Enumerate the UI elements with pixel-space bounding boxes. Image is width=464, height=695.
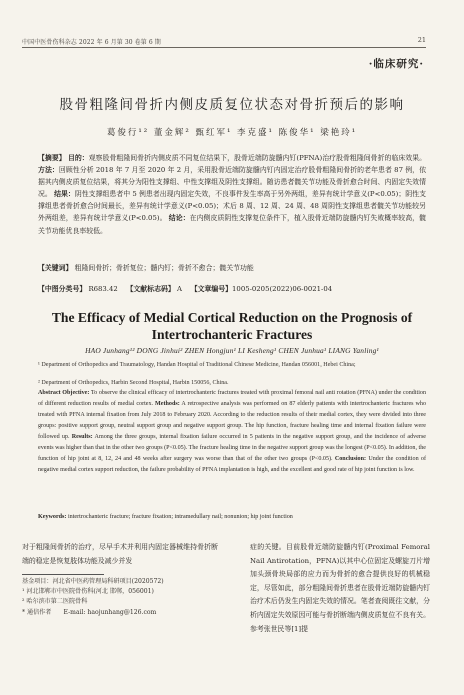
page-number: 21	[417, 36, 426, 44]
methods-en-label: Methods:	[155, 401, 180, 408]
footnote-rule	[22, 574, 104, 575]
doc-code-label: 【文献标志码】	[126, 285, 175, 293]
title-english: The Efficacy of Medial Cortical Reduction on the Prognosis of Intertrochanteric Fractures	[51, 310, 413, 342]
methods-label: 方法：	[38, 166, 59, 175]
conclusion-label: 结论：	[168, 214, 190, 223]
body-column-left: 对于粗隆间骨折的治疗，尽早手术并利用内固定器械维持骨折断端的稳定是恢复肢体功能及减少并发	[22, 543, 218, 565]
footnote-corresponding-author: * 通信作者 E-mail: haojunhang@126.com	[22, 608, 157, 616]
keywords-en-text: intertrochanteric fracture; fracture fixation; intramedullary nail; nonunion; hip joint function	[67, 514, 293, 520]
conclusion-text: 在内侧皮质阴性支撑复位条件下，植入股骨近端防旋髓内钉失败概率较高，髋关节功能优良率较低。	[38, 214, 426, 235]
results-text: 阴性支撑组患者中 5 例患者出现内固定失效，不良事件发生率高于另外两组，差异有统计学意义(P<0.05)；阴性支撑组患者骨折愈合时间最长，差异有统计学意义(P<0.05)；术后 8 周、12 周、24 周、48 周阴性支撑组患者髋关节功能较另外两组差，差异有统计学意义(P<0.05)。	[38, 190, 427, 223]
doc-code-value: A	[176, 285, 182, 293]
authors-english: HAO Junhang¹² DONG Jinhui² ZHEN Hongjun¹ LI Kesheng¹ CHEN Junhua¹ LIANG Yanling¹	[85, 346, 379, 355]
keywords-chinese	[38, 262, 426, 274]
header-rule	[22, 47, 426, 48]
clc-value: R683.42	[88, 285, 118, 293]
abstract-label: 【摘要】	[38, 154, 66, 162]
abstract-chinese	[38, 152, 426, 237]
article-id-value: 1005-0205(2022)06-0021-04	[232, 285, 333, 293]
conclusion-en-text: Under the condition of negative medial cortex support reduction, the failure probability of PFNA implantation is high, and the excellent and good rate of hip joint function is low.	[38, 456, 426, 474]
abstract-english	[38, 388, 426, 476]
results-label: 结果：	[54, 190, 75, 199]
methods-en-text: A retrospective analysis was performed on 87 elderly patients with intertrochanteric fractures who treated with PFNA internal fixation from July 2018 to February 2020. According to the reduction results of their medial cortex, they were divided into three groups: positive support group, neutral support group and negative support group. The hip function, fracture healing time and internal fixation failure were followed up.	[38, 401, 426, 441]
objective-text: 观察股骨粗隆间骨折内侧皮质不同复位结果下，股骨近端防旋髓内钉(PFNA)治疗股骨粗隆间骨折的临床效果。	[88, 154, 427, 162]
body-column-right: 症的关键。目前股骨近端防旋髓内钉(Proximal Femoral Nail Antirotation，PFNA)以其中心位固定及螺旋刀片增加头颈骨块局部的应力而为骨折的愈合提供良好的机械稳定，尽管如此，部分粗隆间骨折患者在股骨近端防旋髓内钉治疗术后仍发生内固定失效的情况。笔者查阅既往文献，分析内固定失效原因可能与骨折断端内侧皮质复位不良有关。参考张世民等[1]提	[250, 543, 430, 633]
footnotes	[22, 577, 222, 618]
classification-row	[38, 283, 426, 295]
abstract-en-label: Abstract	[38, 390, 61, 396]
affiliation-2: ² Department of Orthopedics, Harbin Second Hospital, Harbin 150056, China.	[38, 380, 229, 386]
objective-en-label: Objective:	[62, 390, 90, 396]
keywords-en-label: Keywords:	[38, 514, 67, 520]
results-en-label: Results:	[71, 434, 93, 441]
footnote-funding: 基金项目：河北省中医药管理局科研项目(2020572)	[22, 578, 164, 585]
keywords-label: 【关键词】	[38, 264, 73, 272]
clc-label: 【中图分类号】	[38, 285, 87, 293]
section-label: ·临床研究·	[368, 58, 424, 70]
keywords-text: 粗隆间骨折；骨折复位；髓内钉；骨折不愈合；髋关节功能	[74, 264, 254, 272]
authors-chinese: 葛俊行¹² 董金辉² 甄红军¹ 李克盛¹ 陈俊华¹ 梁艳玲¹	[106, 128, 358, 138]
objective-en-text: To observe the clinical efficacy of intertrochanteric fractures treated with proximal femoral nail anti rotation (PFNA) under the condition of different reduction results of medial cortex.	[38, 390, 426, 408]
results-en-text: Among the three groups, internal fixation failure occurred in 5 patients in the negative support group, and the incidence of adverse events was higher than that in the other two groups (P<0.05). The fracture healing time in the negative support group was the longest (P<0.05). In addition, the function of hip joint at 8, 12, 24 and 48 weeks after surgery was worse than that of the other two groups (P<0.05).	[38, 434, 427, 463]
footnote-affiliation-2: ² 哈尔滨市第二医院骨科	[22, 598, 88, 606]
title-chinese: 股骨粗隆间骨折内侧皮质复位状态对骨折预后的影响	[59, 97, 405, 113]
running-header: 中国中医骨伤科杂志 2022 年 6 月第 30 卷第 6 期	[22, 39, 161, 46]
footnote-affiliation-1: ¹ 河北邯郸市中医院骨伤科(河北 邯郸，056001)	[22, 588, 154, 596]
article-id-label: 【文章编号】	[190, 285, 233, 293]
affiliation-1: ¹ Department of Orthopedics and Traumatology, Handan Hospital of Traditional Chinese Medicine, Handan 056001, Hebei China;	[38, 362, 356, 368]
methods-text: 回顾性分析 2018 年 7 月至 2020 年 2 月，采用股骨近端防旋髓内钉内固定治疗股骨粗隆间骨折的老年患者 87 例，依据其内侧皮质复位结果，将其分为阳性支撑组、中性支撑组及阴性支撑组。随访患者髋关节功能及骨折愈合时间、内固定失效情况。	[38, 166, 427, 199]
conclusion-en-label: Conclusion:	[334, 456, 367, 463]
objective-label: 目的：	[67, 154, 89, 162]
keywords-english	[38, 512, 426, 522]
